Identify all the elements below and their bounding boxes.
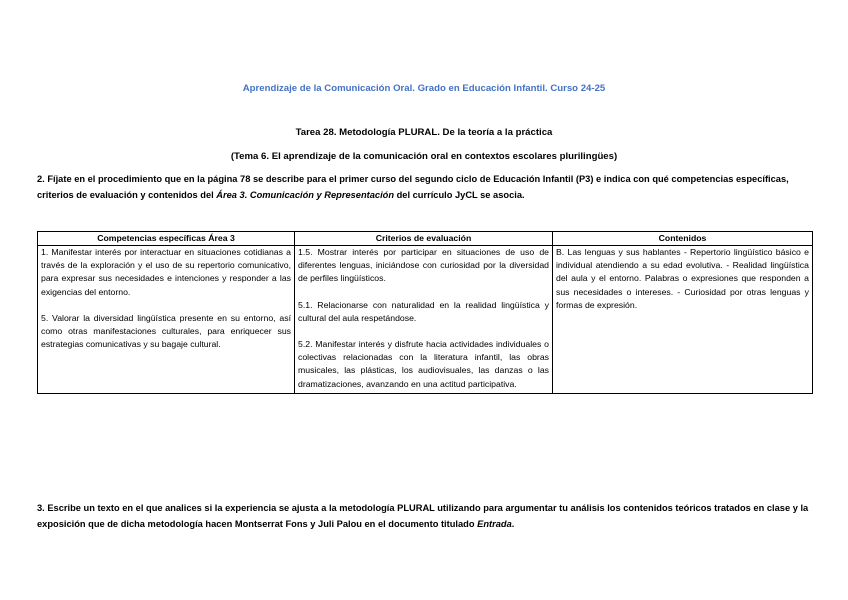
question-3: [37, 501, 817, 532]
cell-criterios[interactable]: [295, 246, 553, 394]
document-header: Aprendizaje de la Comunicación Oral. Grado en Educación Infantil. Curso 24-25: [242, 83, 606, 94]
header-criterios: Criterios de evaluación: [295, 232, 553, 246]
question-2-area: Área 3. Comunicación y Representación: [216, 189, 395, 200]
task-title: Tarea 28. Metodología PLURAL. De la teoría a la práctica: [295, 127, 553, 138]
header-contenidos: Contenidos: [553, 232, 813, 246]
criterio-1-5: 1.5. Mostrar interés por participar en situaciones de uso de diferentes lenguas, iniciándose con curiosidad por la diversidad de perfiles lingüísticos.: [298, 247, 549, 284]
table-header-row: [38, 232, 813, 246]
task-subtitle: (Tema 6. El aprendizaje de la comunicación oral en contextos escolares plurilingües): [230, 151, 618, 162]
criterio-5-1: 5.1. Relacionarse con naturalidad en la realidad lingüística y cultural del aula respetándose.: [298, 299, 549, 323]
competencies-table: [37, 231, 813, 394]
cell-contenidos[interactable]: [553, 246, 813, 394]
question-2-text-end: del currículo JyCL se asocia.: [394, 189, 525, 200]
question-2: [37, 172, 817, 203]
question-3-text: 3. Escribe un texto en el que analices si la experiencia se ajusta a la metodología PLURAL utilizando para argumentar tu análisis los contenidos teóricos tratados en clase y la exposición que de dicha metodología hacen Montserrat Fons y Juli Palou en el documento titulado: [37, 503, 809, 529]
cell-competencias[interactable]: [38, 246, 295, 394]
header-competencias: Competencias específicas Área 3: [38, 232, 295, 246]
table-row: [38, 246, 813, 394]
question-3-text-end: .: [511, 518, 515, 529]
criterio-5-2: 5.2. Manifestar interés y disfrute hacia actividades individuales o colectivas relacionadas con la literatura infantil, las obras musicales, las plásticas, los audiovisuales, las danzas o las dramatizaciones, avanzando en una actitud participativa.: [298, 339, 549, 389]
competencia-1: 1. Manifestar interés por interactuar en situaciones cotidianas a través de la exploración y el uso de su repertorio comunicativo, para expresar sus necesidades e intenciones y responder a las exigencias del entorno.: [41, 247, 291, 297]
contenido-b: B. Las lenguas y sus hablantes - Repertorio lingüístico básico e individual atendiendo a su edad evolutiva. - Realidad lingüística del aula y el entorno. Palabras o expresiones que responden a sus necesidades o intereses. - Curiosidad por otras lenguas y formas de expresión.: [556, 247, 809, 310]
competencia-5: 5. Valorar la diversidad lingüística presente en su entorno, así como otras manifestaciones culturales, para enriquecer sus estrategias comunicativas y su bagaje cultural.: [41, 312, 291, 350]
question-3-document-title: Entrada: [477, 518, 512, 529]
question-2-text: 2. Fíjate en el procedimiento que en la página 78 se describe para el primer curso del segundo ciclo de Educación Infantil (P3) e indica con qué competencias específicas, criterios de evaluación y contenidos del: [37, 174, 789, 200]
